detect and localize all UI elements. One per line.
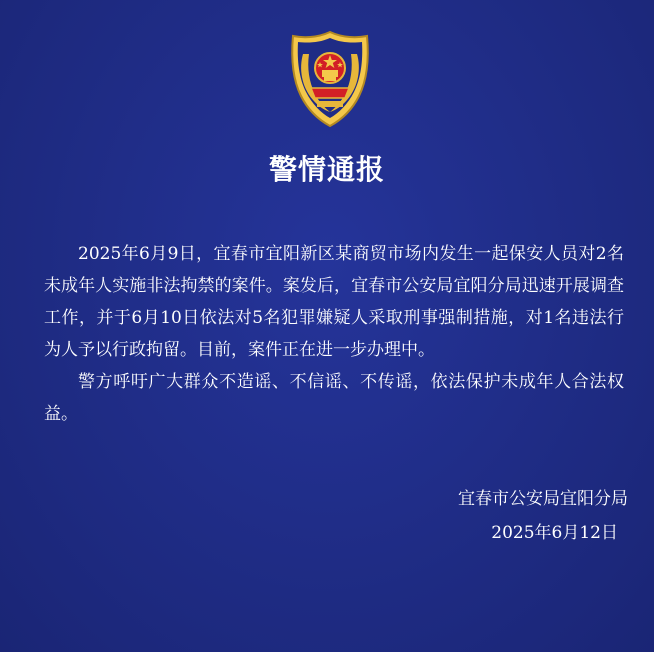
notice-signature xyxy=(458,482,628,550)
notice-paragraph-1: 2025年6月9日，宜春市宜阳新区某商贸市场内发生一起保安人员对2名未成年人实施非法拘禁的案件。案发后，宜春市公安局宜阳分局迅速开展调查工作，并于6月10日依法对5名犯罪嫌疑人采取刑事强制措施，对1名违法行为人予以行政拘留。目前，案件正在进一步办理中。 xyxy=(44,244,624,360)
notice-body xyxy=(44,238,624,430)
notice-paragraph-2: 警方呼吁广大群众不造谣、不信谣、不传谣，依法保护未成年人合法权益。 xyxy=(44,372,624,424)
notice-title: 警情通报 xyxy=(268,153,385,186)
issuer-name: 宜春市公安局宜阳分局 xyxy=(458,489,628,509)
police-emblem-icon xyxy=(283,28,377,132)
issue-date: 2025年6月12日 xyxy=(491,523,618,543)
